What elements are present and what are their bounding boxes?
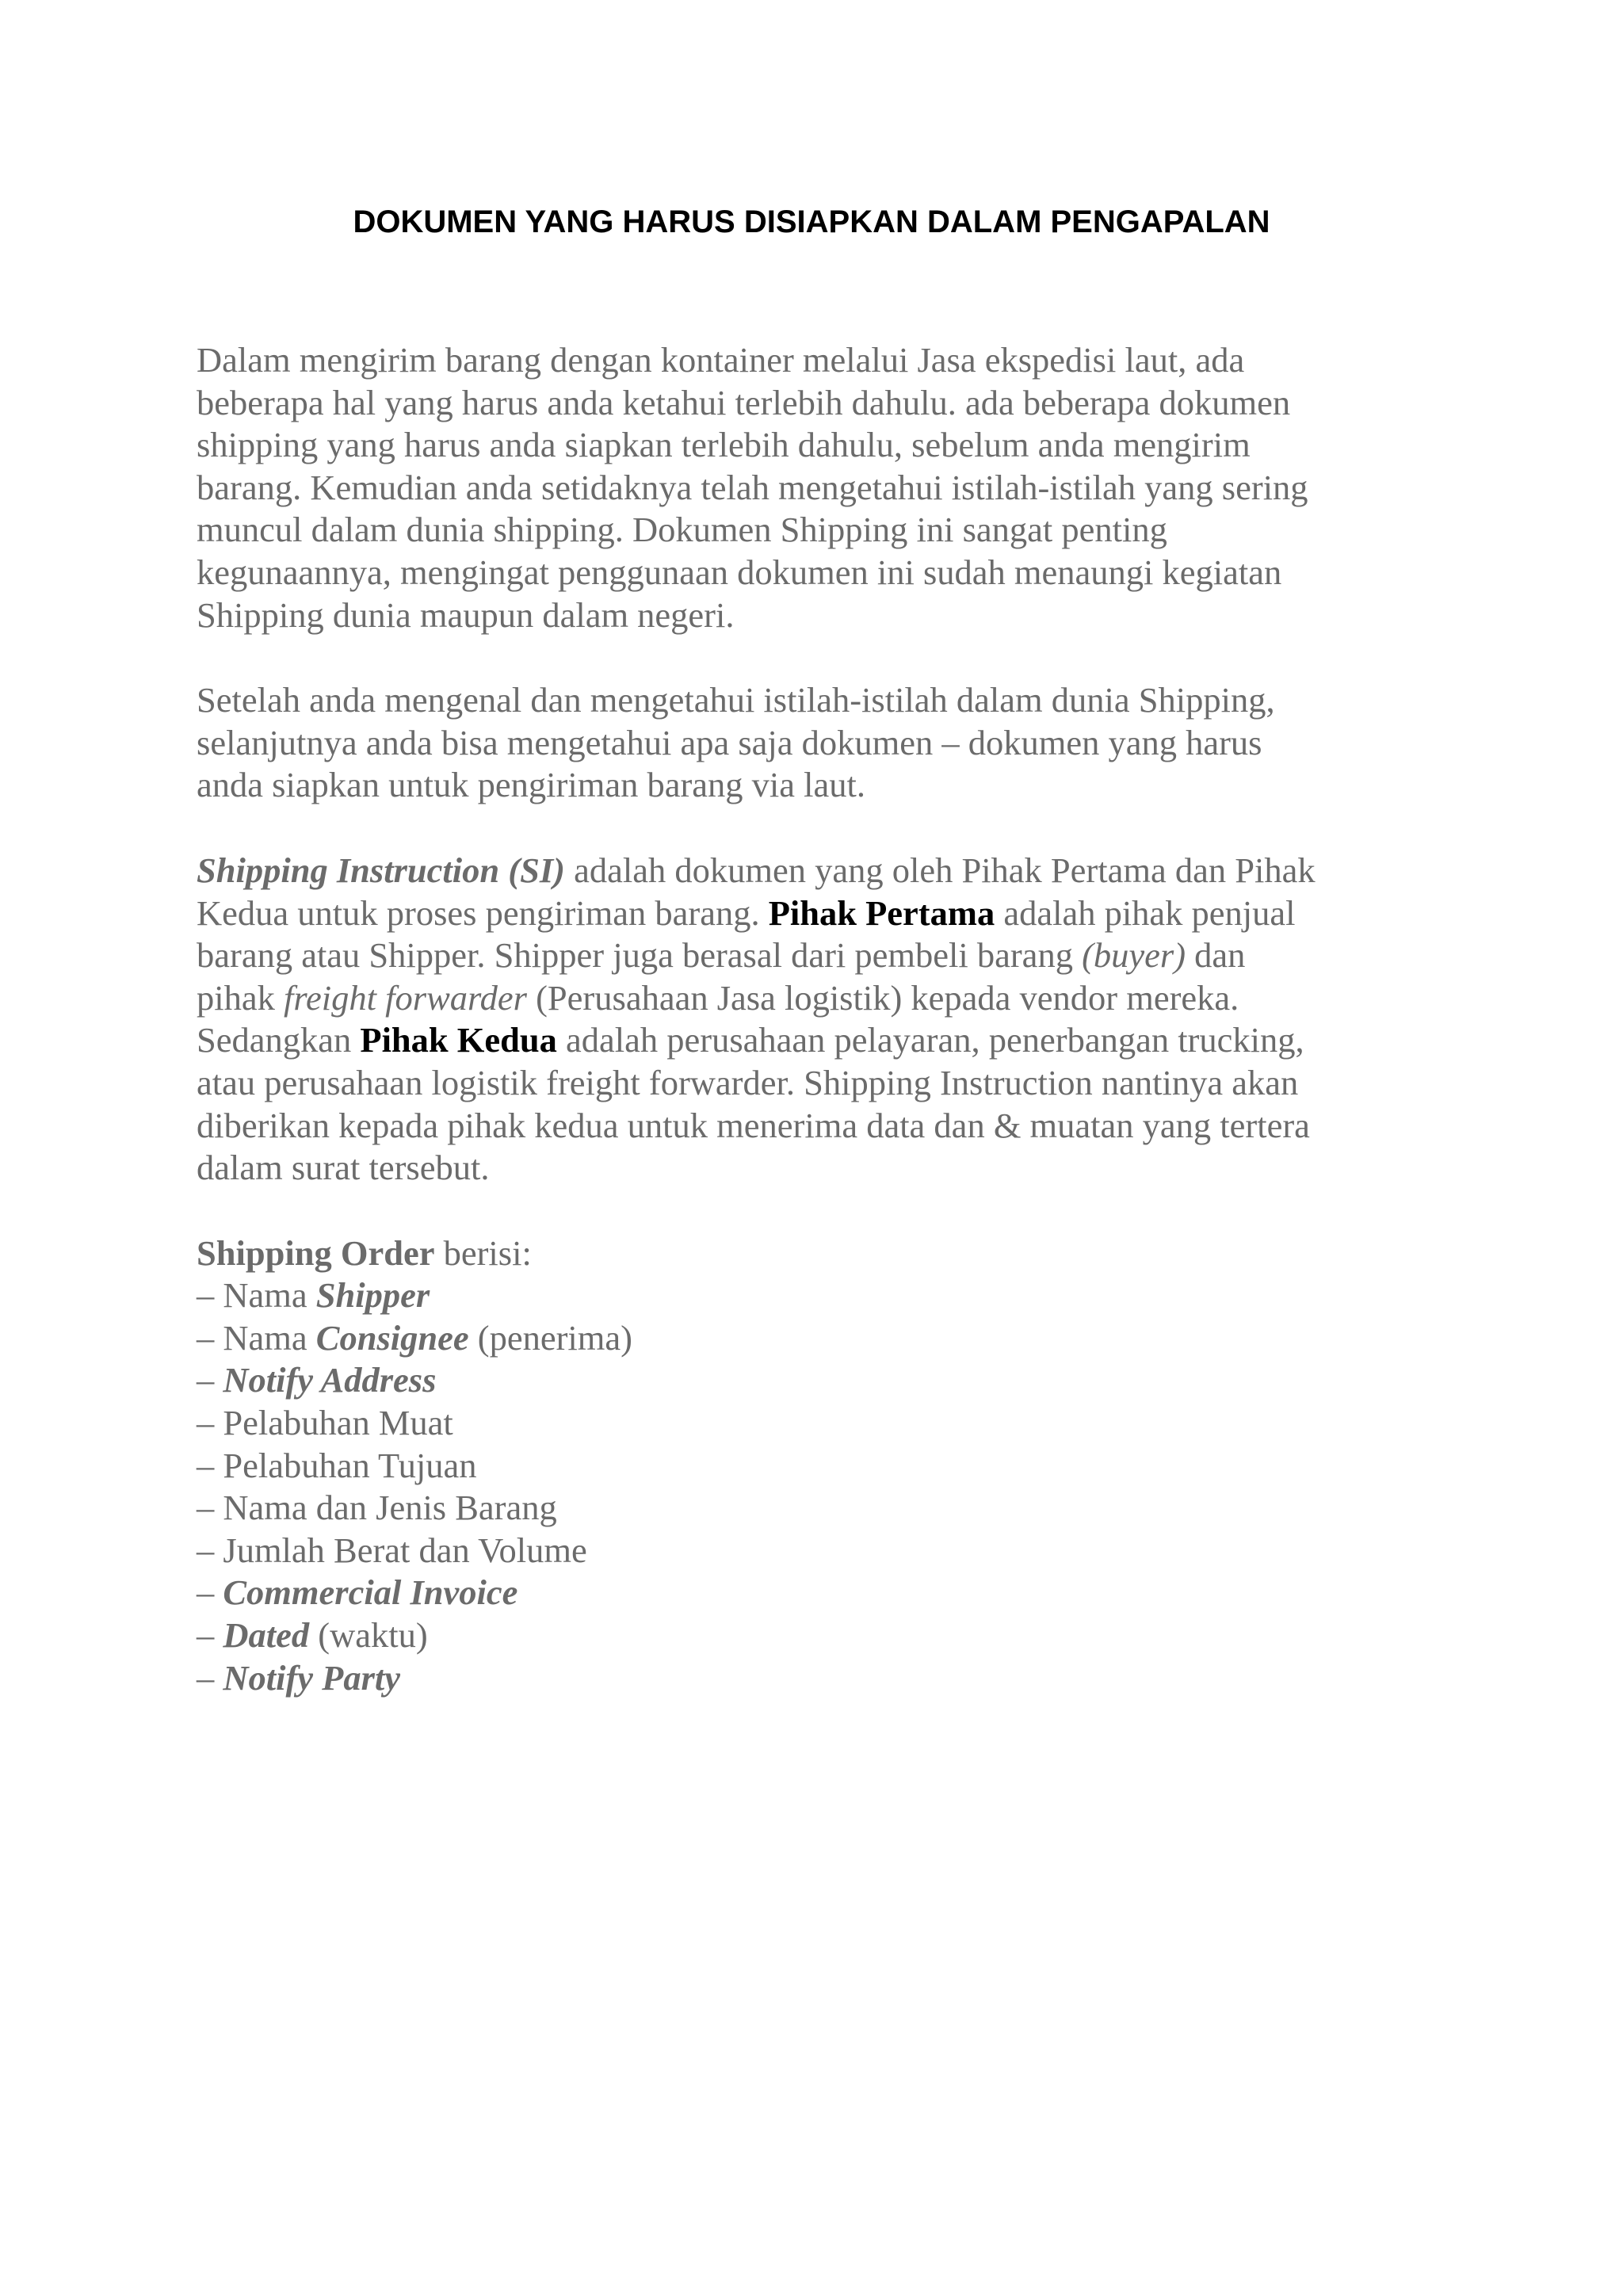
list-item [197,1274,1465,1317]
shipping-order-heading-suffix: berisi: [434,1232,532,1273]
list-item-term: Notify Party [223,1657,401,1698]
list-item-term: Consignee [315,1317,469,1358]
paragraph-shipping-instruction [197,850,1465,1190]
paragraph-spacer [197,636,1465,679]
document-body [197,339,1465,1699]
list-item-prefix: – Nama dan Jenis Barang [197,1488,557,1528]
list-item-term: Shipper [315,1275,430,1316]
list-item-term: Notify Address [223,1360,437,1400]
list-item-term: Commercial Invoice [223,1572,518,1613]
list-item-prefix: – [197,1657,223,1698]
si-text-e: adalah perusahaan pelayaran, penerbangan trucking, atau perusahaan logistik freight forwarder. Shipping Instruction nantinya akan diberikan kepada pihak kedua untuk menerima data dan & muatan yang tertera dalam surat tersebut. [197,1020,1310,1188]
list-item-prefix: – Jumlah Berat dan Volume [197,1530,587,1570]
si-text-b: adalah pihak penjual barang atau Shipper. Shipper juga berasal dari pembeli barang [197,892,1296,976]
paragraph-spacer [197,807,1465,850]
si-text-d: (Perusahaan Jasa logistik) kepada vendor mereka. Sedangkan [197,977,1239,1060]
list-item-prefix: – Nama [197,1317,316,1358]
term-buyer: (buyer) [1082,935,1186,976]
si-text-c: dan pihak [197,935,1246,1018]
paragraph-intro: Dalam mengirim barang dengan kontainer melalui Jasa ekspedisi laut, ada beberapa hal yang harus anda ketahui terlebih dahulu. ada beberapa dokumen shipping yang harus anda siapkan terlebih dahulu, sebelum anda mengirim barang. Kemudian anda setidaknya telah mengetahui istilah-istilah yang sering muncul dalam dunia shipping. Dokumen Shipping ini sangat penting kegunaannya, mengingat penggunaan dokumen ini sudah menaungi kegiatan Shipping dunia maupun dalam negeri. [197,340,1308,635]
list-item-prefix: – [197,1615,223,1656]
list-item [197,1402,1465,1445]
list-item [197,1572,1465,1614]
list-item-prefix: – [197,1360,223,1400]
si-text-a: adalah dokumen yang oleh Pihak Pertama dan Pihak Kedua untuk proses pengiriman barang. [197,850,1316,933]
term-shipping-instruction: Shipping Instruction (SI) [197,850,565,890]
list-item-suffix: (waktu) [309,1615,428,1656]
shipping-order-heading: Shipping Order [197,1232,435,1273]
list-item-prefix: – Pelabuhan Tujuan [197,1445,477,1485]
list-item-term: Dated [223,1615,310,1656]
list-item-prefix: – Pelabuhan Muat [197,1403,453,1443]
paragraph-istilah: Setelah anda mengenal dan mengetahui istilah-istilah dalam dunia Shipping, selanjutnya anda bisa mengetahui apa saja dokumen – dokumen yang harus anda siapkan untuk pengiriman barang via laut. [197,680,1275,805]
list-item-prefix: – Nama [197,1275,316,1316]
list-item [197,1359,1465,1402]
term-pihak-pertama: Pihak Pertama [768,892,995,933]
list-item-prefix: – [197,1572,223,1613]
document-title: DOKUMEN YANG HARUS DISIAPKAN DALAM PENGAPALAN [353,204,1270,239]
term-pihak-kedua: Pihak Kedua [360,1020,557,1060]
list-item [197,1614,1465,1657]
shipping-order-list [197,1274,1465,1699]
paragraph-spacer [197,1190,1465,1232]
term-freight-forwarder: freight forwarder [284,977,527,1018]
list-item [197,1487,1465,1530]
list-item [197,1317,1465,1360]
list-item [197,1657,1465,1700]
shipping-order-heading-line [197,1232,1465,1275]
list-item [197,1530,1465,1572]
list-item-suffix: (penerima) [468,1317,632,1358]
list-item [197,1445,1465,1488]
shipping-order-section [197,1232,1465,1700]
